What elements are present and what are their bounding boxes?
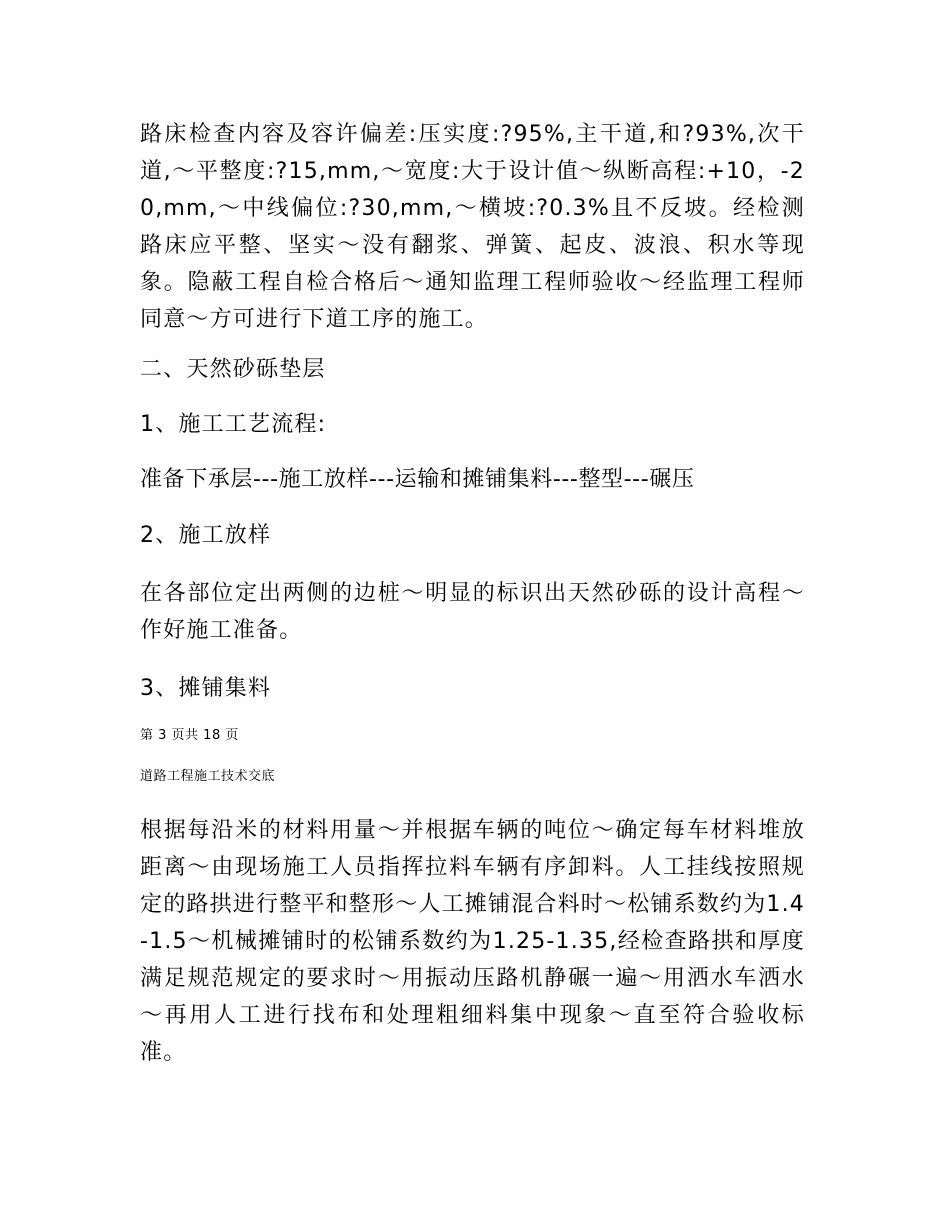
page-number-footer: 第 3 页共 18 页 — [140, 728, 239, 743]
section-heading-gravel-cushion: 二、天然砂砾垫层 — [140, 357, 326, 382]
spreading-paragraph: 根据每沿米的材料用量～并根据车辆的吨位～确定每车材料堆放距离～由现场施工人员指挥拉料车辆有序卸料。人工挂线按照规定的路拱进行整平和整形～人工摊铺混合料时～松铺系数约为1.4-1.5～机械摊铺时的松铺系数约为1.25-1.35,经检查路拱和厚度满足规范规定的要求时～用振动压路机静碾一遍～用洒水车洒水～再用人工进行找布和处理粗细料集中现象～直至符合验收标准。 — [140, 818, 805, 1065]
inspection-paragraph: 路床检查内容及容许偏差:压实度:?95%,主干道,和?93%,次干道,～平整度:?15,mm,～宽度:大于设计值～纵断高程:+10，-20,mm,～中线偏位:?30,mm,～横坡:?0.3%且不反坡。经检测路床应平整、坚实～没有翻浆、弹簧、起皮、波浪、积水等现象。隐蔽工程自检合格后～通知监理工程师验收～经监理工程师同意～方可进行下道工序的施工。 — [140, 122, 805, 332]
item-heading-process-flow: 1、施工工艺流程: — [140, 412, 327, 437]
item-heading-setting-out: 2、施工放样 — [140, 523, 272, 548]
process-flow-text: 准备下承层---施工放样---运输和摊铺集料---整型---碾压 — [140, 467, 695, 492]
document-title-header: 道路工程施工技术交底 — [140, 769, 276, 784]
setting-out-paragraph: 在各部位定出两侧的边桩～明显的标识出天然砂砾的设计高程～作好施工准备。 — [140, 581, 805, 643]
item-heading-spreading: 3、摊铺集料 — [140, 676, 272, 701]
